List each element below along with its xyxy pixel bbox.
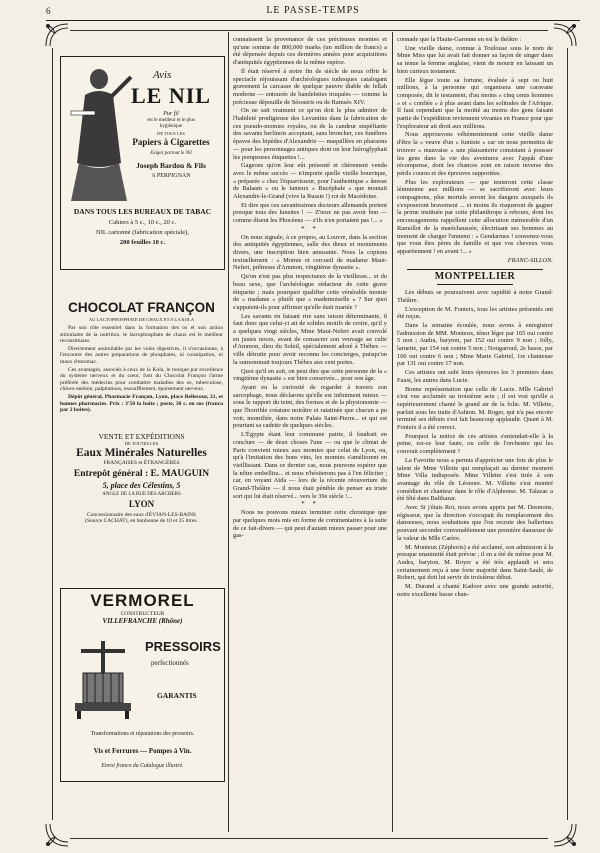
mid-paragraph: Ayant eu la curiosité de regarder à travers son sarcophage, nous déclarons qu'elle est infiniment mieux — sous le rapport du teint, des formes et de la physionomie — que l'horrible créature noirâtre et ratatinée que chacun a pu voir, momifiée, dans notre Palais Saint-Pierre... et qui est pourtant sa cadette de quelques siècles. [233, 383, 387, 430]
nil-avis: Avis [153, 69, 172, 81]
eaux-line3: Eaux Minérales Naturelles [76, 447, 207, 459]
eaux-line10: (Source CACHAT), en bonbonne de 10 et 25 litres. [85, 518, 198, 524]
nil-line3: hygiénique [159, 124, 183, 129]
right-paragraph: Nous approuvons véhémentement cette vieille dame d'être la « veuve d'un « fumiste » car on nous permettra de trouver « mauvaise » une plaisanterie consistant à pousser les gens dans la vie des aventures avec l'appât d'une récompense, dont les chances sont en raison inverse des périls courus et des épreuves supportées. [397, 131, 553, 177]
vermorel-vis: Vis et Ferrures — Pompes à Vin. [93, 747, 192, 755]
right-paragraph: Plus les explorateurs — que tenteront cette classe léninienne aux millions — se sacrifieront avec leurs compagnons, plus mortels seront les dangers auxquels ils s'exposeront bravement ... et moins ils risqueront de gagner la prime instituée par cette philanthrope à rebours, dont les encouragements rappellent cette allocution mémorable d'un Ramollot de la maréchaussée, électrisant ses hommes au moment de charger l'ennemi : « Gendarmes ! souvenez-vous que vous êtes pères de famille et que vos cheveux vous appartiennent ! en avant !... » [397, 178, 553, 255]
montpellier-paragraph: Avec Si j'étais Roi, nous avons appris par M. Desmons, régisseur, que la direction s'occupait du remplacement des danseuses, nous souhaitons que l'on recrute des ballerines pouvant seconder convenablement une première danseuse de la valeur de Mlle Carère. [397, 504, 553, 542]
right-paragraph: Une vieille dame, connue à Toulouse sous le nom de Mme Miss que lui avait fait donner sa façon de singer dans sa tenue la femme anglaise, vient de mourir en laissant un bien curieux testament. [397, 44, 553, 75]
mid-paragraph: L'Égypte étant leur commune patrie, il faudrait en conclure — de deux choses l'une — ou que le climat de Paris convient mieux aux momies que celui de Lyon, ou, qu'à l'imitation des bons vins, les momies s'améliorent en vieillissant. Dans ce dernier cas, nous pouvons espérer que la nôtre embellira... et nous n'hésiterons pas à l'en féliciter ; car, en voyant Aïda — lors de la récente réouverture du Grand-Théâtre — il nous était pénible de penser au triste sort qui lui était réservé... vers le 39e siècle !... [233, 431, 387, 500]
montpellier-paragraph: Dans la semaine écoulée, nous avons à enregistrer l'admission de MM. Monteux, ténor léger par 165 oui contre 5 non ; Audra, baryton, par 152 oui contre 9 non ; Jolly, laruette, par 154 oui contre 5 non ; Nougaroud, 2e basse, par 160 oui contre 6 non ; Mme Marie Gabriel, 1re chanteuse par 131 oui contre 17 non. [397, 321, 553, 368]
eaux-line6: 5, place des Célestins, 5 [102, 481, 181, 490]
vermorel-envoi: Envoi franco du Catalogue illustré. [101, 763, 184, 769]
mid-paragraph: Qu'on n'est pas plus respectueux de la vieillesse... et du beau sexe, que l'archéologue rédacteur de cette grave étiquette ; mais pourquoi qualifier cette vénérable momie de « madame » plutôt que « mademoiselle » ? Sur quoi s'appuient-ils pour affirmer qu'elle était mariée ? [233, 273, 387, 311]
corner-ornament-bottom-right [552, 822, 578, 848]
right-paragraph: connade que la Haute-Garonne en est le théâtre : [397, 36, 522, 43]
nil-line4: DE TOUS LES [157, 131, 185, 136]
eaux-line4: FRANÇAISES et ÉTRANGÈRES [103, 460, 180, 466]
right-paragraph: Elle lègue toute sa fortune, évaluée à sept ou huit millions, à la personne qui organisera une caravane composée, dit le testament, d'au moins « cinq cents hommes » et « confiée » à plus avant dans les solitudes de l'Afrique. Il faut cependant que la moitié au moins des gens faisant partie de l'expédition reviennent vivantes en France pour que l'explorateur ait droit aux millions. [397, 76, 553, 130]
corner-ornament-top-right [552, 22, 578, 48]
montpellier-paragraph: L'exception de M. Fonteix, tous les artistes présentés ont été reçus. [397, 305, 553, 321]
nil-cartonne: NIL cartonné (fabrication spéciale), [96, 229, 189, 236]
ad-vermorel [60, 588, 225, 782]
mid-paragraph: Gageons qu'on leur eût présenté et chèrement vendu avec le même succès — n'importe quelle vieille bourrique, « préparée » chez l'équarrisseur, pour l'authentique « ânesse de Balaam » ou le fameux « Bucéphale » que montait Alexandre-le-Grand (vive la Russie !) roi de Macédoine. [233, 162, 387, 201]
mid-paragraph: On ne sait vraiment ce qu'on doit le plus admirer de l'habileté prodigieuse des Levantins dans la fabrication de ces pseudo-momies royales, ou de la candeur stupéfiante des savants berlinois acceptant, sans broncher, ces funèbres épaves des bipèdes d'Alexandrie — maquillées en pharaons — pour les personnages antiques dont on leur hiéroglyphait les pompeuses étiquettes !... [233, 107, 387, 161]
montpellier-paragraph: M. Monteux (Zéphoris) a été acclamé, son admission à la presque unanimité était prévue ; il en a été de même pour M. Audra, baryton. M. Royer a été très applaudi et sera certainement reçu à une forte majorité dans Saint-Saulé, de Robert, qui doit lui servir de troisième début. [397, 543, 553, 582]
mid-paragraph: connaissent la provenance de ces précieuses momies et qu'une somme de 800,000 marks (un million de francs) a été dépensée depuis ces dernières années pour acquisitions d'antiquités égyptiennes de la même espèce. [233, 36, 387, 67]
nil-city: A PERPIGNAN [151, 173, 191, 179]
article-column-right [397, 36, 553, 826]
corner-ornament-top-left [44, 22, 70, 48]
header-rule [46, 20, 580, 21]
montpellier-paragraph: Les débuts se poursuivent avec rapidité à notre Grand-Théâtre. [397, 289, 553, 304]
vermorel-city: VILLEFRANCHE (Rhône) [102, 617, 183, 625]
vermorel-perf: perfectionnés [151, 659, 189, 667]
montpellier-paragraph: Pourquoi la notice de ces artistes s'entendait-elle à la peine, est-ce leur faute, ou celle de l'orchestre qui les couvrait complètement ? [397, 432, 553, 456]
border-top [70, 30, 548, 31]
eaux-line8: LYON [128, 499, 155, 509]
mid-paragraph: Et dire que ces savantissimes docteurs allemands portent presque tous des lunettes ! — Z'ieux ne pas avoir bon — comme disent les Phocéens — z'ils n'en portaient pas !... » [233, 201, 387, 225]
eaux-line1: VENTE ET EXPÉDITIONS [98, 432, 185, 441]
ad-eaux-minerales [60, 428, 223, 576]
nil-line5: Papiers à Cigarettes [132, 137, 210, 147]
chocolat-subtitle: AU LACTOPHOSPHATE DE CHAUX ET A LA KOLA [88, 317, 195, 322]
ad-chocolat-francon [60, 300, 223, 426]
montpellier-paragraph: M. Durand a chanté Kadoor avec une grande autorité, notre excellente basse chan- [397, 583, 553, 598]
page-title: LE PASSE-TEMPS [266, 5, 360, 16]
chocolat-body3: Ces avantages, associés à ceux de la Kola, le tonique par excellence du système nerveux et du cœur, font du Chocolat Françon l'arme préférée des médecins pour combattre maladies des os, tuberculose, chloro-anémie, palpitations, essoufflement, épuisement nerveux. [60, 366, 223, 393]
section-separator: * * [301, 500, 319, 509]
chocolat-body2: Directement assimilable par les voies digestives, il n'occasionne, à l'encontre des autres préparations de phosphates, ni constipation, ni maux d'estomac. [60, 345, 223, 365]
vermorel-garantis: GARANTIS [157, 691, 197, 700]
mid-paragraph: Il était réservé à notre fin de siècle de nous offrir le spectacle réjouissant d'archéologues tudesques catalogant gravement la carcasse de quelque pauvre diable de fellah moderne — entourée de bandelettes truquées — comme la précieuse dépouille de Sésostris ou de Ramsès XIV. [233, 67, 387, 106]
chocolat-body4: Dépôt général, Pharmacie Françon, Lyon, place Bellecour, 21, et bonnes pharmacies. Prix : 3'50 la boîte ; poste, 30 c. en sus (franco par 2 boîtes). [60, 393, 223, 414]
nil-line1: Pur fil [163, 111, 179, 117]
nil-cahiers: Cahiers à 5 c., 10 c., 20 c. [108, 219, 177, 226]
ad-le-nil [60, 56, 225, 270]
nil-line6: Exigez partout le Nil [150, 151, 192, 156]
page-header [46, 4, 580, 20]
montpellier-paragraph: Ces artistes ont subi leurs épreuves les 3 premiers dans Faust, les autres dans Lucie. [397, 369, 553, 384]
nil-line2: est le meilleur et le plus [147, 118, 195, 123]
section-title-montpellier: MONTPELLIER [434, 271, 516, 283]
eaux-line9: Concessionnaire des eaux d'ÉVIAN-LES-BAINS [87, 512, 196, 518]
vermorel-pressoirs: PRESSOIRS [145, 639, 221, 654]
vermorel-transf: Transformations et réparations des pressoirs. [90, 731, 195, 737]
section-rule [407, 269, 543, 270]
column-rule-1 [228, 32, 229, 832]
montpellier-paragraph: La Favorite nous a permis d'apprécier une fois de plus le talent de Mme Villette qui remplaçait au dernier moment Mme Villa indisposée. Mme Villette s'est tirée à son avantage du rôle de Léonore. M. Villette s'est montré comédien et chanteur dans le rôle d'Alphonse. M. Talazac a été fêté dans Balthazar. [397, 456, 553, 503]
eaux-line2: DE TOUTES LES [124, 441, 159, 446]
article-signature: FRANC-SILLON. [507, 256, 553, 264]
border-left [52, 48, 53, 820]
mid-paragraph: On nous signale, à ce propos, au Louvre, dans la section des antiquités égyptiennes, salle des dieux et monuments divers, une inscription bien amusante. Nous la copions textuellement : « Momie et cercueil de madame Maut-Nefert, prêtresse d'Ammon, vingtième dynastie ». [233, 233, 387, 272]
nil-brand: LE NIL [131, 83, 211, 108]
wine-press-illustration [69, 639, 139, 719]
nil-feuilles: 200 feuilles 10 c. [119, 239, 166, 246]
vermorel-brand: VERMOREL [90, 591, 195, 610]
vermorel-role: CONSTRUCTEUR [120, 611, 165, 617]
article-column-middle [233, 36, 387, 826]
corner-ornament-bottom-left [44, 822, 70, 848]
nil-bureaux: DANS TOUS LES BUREAUX DE TABAC [73, 207, 212, 216]
mid-paragraph: Les savants en faisant rire sans raison déterminante, il faut donc que celui-ci ait de solides motifs de croire, qu'il y a quelques vingt siècles, Mme Maut-Nefert avait convolé en justes noces, avant de consacrer son veuvage au culte d'Ammon, dieu du Soleil, spécialement adoré à Thèbes — ville détruite pour avoir reconnu les concierges, puisqu'on la surnommait toujours Thèbes aux cent portes. [233, 312, 387, 366]
mid-paragraph: Nous ne pouvons mieux terminer cette chronique que par quelques mots mis en forme de commentaires à la suite de ce fait-divers — qui peut d'autant mieux passer pour une gas- [233, 509, 387, 540]
chocolat-title: CHOCOLAT FRANÇON [68, 300, 215, 315]
section-separator: * * [301, 224, 319, 233]
border-right [567, 48, 568, 820]
chocolat-body1: Par son rôle essentiel dans la formation des os et son action stimulante de la nutrition, le lactophosphate de chaux est le meilleur reconstituant. [60, 325, 223, 345]
column-rule-2 [392, 32, 393, 832]
eaux-line7: ANGLE DE LA RUE DES ARCHERS [102, 492, 181, 497]
border-bottom [70, 838, 548, 839]
eaux-line5: Entrepôt général : E. MAUGUIN [73, 469, 210, 479]
section-rule [437, 284, 513, 285]
mid-paragraph: Quoi qu'il en soit, on peut dire que cette personne de la « vingtième dynastie » est bien conservée... pour son âge. [233, 367, 387, 383]
montpellier-paragraph: Bonne représentation que celle de Lucie. Mlle Gabriel s'est vue acclamée au troisième acte ; il est vrai qu'elle a supérieurement chanté le grand air de la folie. M. Villette, parfait sous les traits d'Ashton. M. Roger, qui n'a pas encore terminé ses débuts s'est fait beaucoup applaudir. Quant à M. Fonteix il a été correct. [397, 385, 553, 432]
page-number: 6 [46, 6, 51, 16]
nil-maker: Joseph Bardou & Fils [136, 161, 206, 170]
